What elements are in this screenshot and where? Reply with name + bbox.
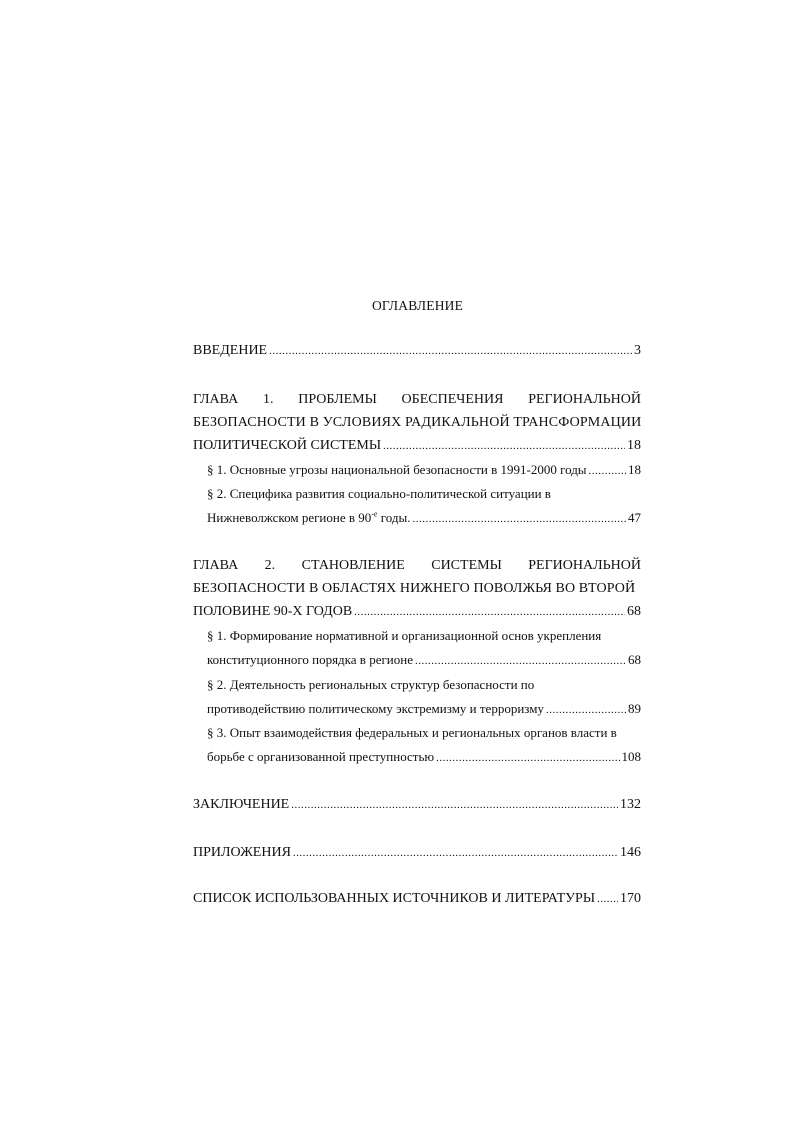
toc-entry-ch2-sec2-line1: [207, 677, 641, 699]
toc-entry-ch2-sec3-line1: [207, 725, 641, 747]
leader-dots: [354, 606, 625, 618]
toc-entry-page: 18: [628, 462, 641, 477]
toc-entry-ch2-sec1-line2: [207, 652, 641, 674]
toc-entry-page: 3: [634, 343, 641, 358]
toc-entry-page: 108: [621, 749, 641, 764]
toc-entry-page: 170: [620, 891, 641, 906]
toc-entry-label: ПОЛИТИЧЕСКОЙ СИСТЕМЫ: [193, 438, 382, 453]
leader-dots: [436, 752, 619, 764]
toc-entry-label: ПОЛОВИНЕ 90-Х ГОДОВ: [193, 604, 353, 619]
toc-entry-page: 68: [627, 604, 641, 619]
chapter2-word: СТАНОВЛЕНИЕ: [301, 558, 405, 573]
chapter2-word: ГЛАВА: [193, 558, 239, 573]
leader-dots: [589, 465, 626, 477]
chapter2-word: 2.: [264, 558, 276, 573]
leader-dots: [383, 440, 625, 452]
toc-entry-label: борьбе с организованной преступностью: [207, 749, 435, 764]
toc-entry-label: [207, 510, 410, 526]
toc-entry-page: 18: [627, 438, 641, 453]
toc-entry-ch2-sec3-line2: [207, 749, 641, 771]
toc-entry-appendix: [193, 845, 641, 867]
toc-entry-label: § 1. Формирование нормативной и организационной основ укрепления: [207, 628, 602, 643]
chapter2-heading-line2: [193, 581, 641, 603]
leader-dots: [291, 799, 618, 811]
toc-entry-page: 132: [620, 797, 641, 812]
chapter2-heading-text: БЕЗОПАСНОСТИ В ОБЛАСТЯХ НИЖНЕГО ПОВОЛЖЬЯ ВО ВТОРОЙ: [193, 581, 636, 596]
toc-entry-label: § 2. Специфика развития социально-политической ситуации в: [207, 486, 551, 501]
toc-entry-label: ПРИЛОЖЕНИЯ: [193, 845, 291, 860]
toc-entry-label: § 1. Основные угрозы национальной безопасности в 1991-2000 годы: [207, 462, 587, 477]
chapter1-word: 1.: [262, 392, 274, 407]
chapter1-word: ОБЕСПЕЧЕНИЯ: [401, 392, 504, 407]
toc-entry-page: 68: [628, 652, 641, 667]
toc-entry-ch2-sec2-line2: [207, 701, 641, 723]
toc-entry-page: 146: [620, 845, 641, 860]
chapter2-heading-line1: [193, 558, 641, 580]
toc-entry-chapter1: [193, 438, 641, 460]
toc-entry-label: ЗАКЛЮЧЕНИЕ: [193, 797, 290, 812]
toc-entry-label: ВВЕДЕНИЕ: [193, 343, 268, 358]
toc-entry-intro: [193, 343, 641, 365]
toc-entry-ch1-sec2-line2: [207, 510, 641, 532]
chapter1-word: ПРОБЛЕМЫ: [298, 392, 377, 407]
toc-entry-ch1-sec2-line1: [207, 486, 641, 508]
leader-dots: [546, 704, 626, 716]
toc-entry-page: 89: [628, 701, 641, 716]
chapter1-word: РЕГИОНАЛЬНОЙ: [528, 392, 641, 407]
leader-dots: [415, 655, 626, 667]
toc-entry-conclusion: [193, 797, 641, 819]
toc-text: годы.: [377, 510, 411, 525]
toc-text: Нижневолжском регионе в 90: [207, 510, 372, 525]
toc-entry-page: 47: [628, 510, 641, 525]
chapter1-heading-text: БЕЗОПАСНОСТИ В УСЛОВИЯХ РАДИКАЛЬНОЙ ТРАНСФОРМАЦИИ: [193, 415, 642, 430]
toc-entry-chapter2: [193, 604, 641, 626]
leader-dots: [412, 513, 626, 525]
leader-dots: [269, 345, 632, 357]
toc-entry-label: противодействию политическому экстремизму и терроризму: [207, 701, 544, 716]
toc-entry-label: § 2. Деятельность региональных структур безопасности по: [207, 677, 535, 692]
toc-entry-bibliography: [193, 891, 641, 913]
toc-entry-label: СПИСОК ИСПОЛЬЗОВАННЫХ ИСТОЧНИКОВ И ЛИТЕРАТУРЫ: [193, 891, 596, 906]
leader-dots: [293, 847, 618, 859]
superscript: -е: [371, 509, 378, 519]
toc-entry-ch2-sec1-line1: [207, 628, 641, 650]
chapter2-word: СИСТЕМЫ: [431, 558, 502, 573]
toc-entry-label: конституционного порядка в регионе: [207, 652, 413, 667]
chapter1-heading-line2: [193, 415, 641, 437]
chapter1-heading-line1: [193, 392, 641, 414]
chapter2-word: РЕГИОНАЛЬНОЙ: [528, 558, 641, 573]
toc-entry-label: § 3. Опыт взаимодействия федеральных и региональных органов власти в: [207, 725, 617, 740]
toc-entry-ch1-sec1: [207, 462, 641, 484]
chapter1-word: ГЛАВА: [193, 392, 239, 407]
toc-title: ОГЛАВЛЕНИЕ: [371, 298, 464, 313]
leader-dots: [597, 893, 618, 905]
